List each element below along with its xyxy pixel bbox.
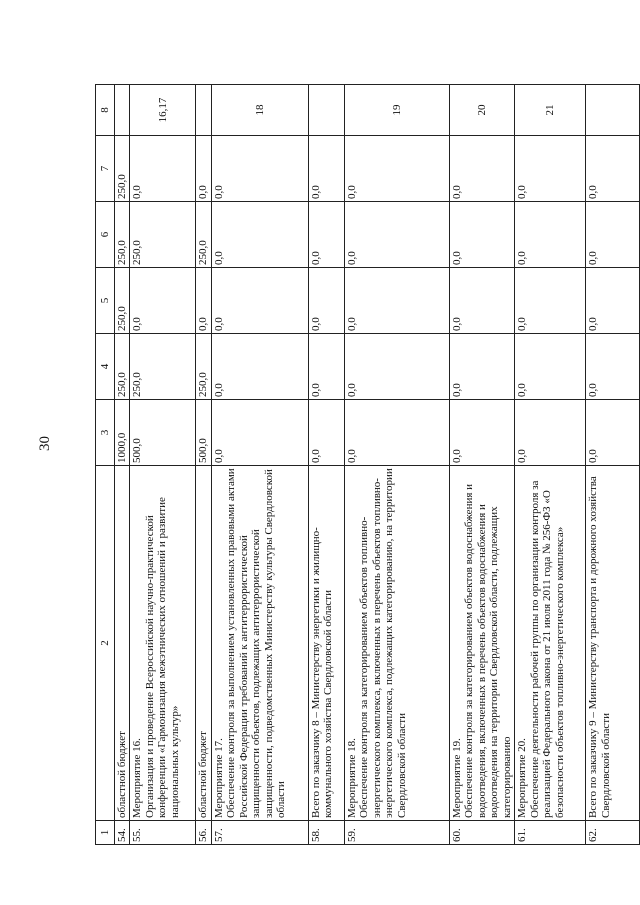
target-ref-cell: 18 — [211, 85, 308, 136]
row-description-cell: Всего по заказчику 8 – Министерству энергетики и жилищно-коммунального хозяйства Свердловской области — [308, 466, 344, 821]
row-number-cell: 56. — [196, 821, 212, 845]
target-ref-cell: 21 — [515, 85, 586, 136]
value-cell-col3: 0,0 — [515, 400, 586, 466]
value-cell-col5: 0,0 — [449, 268, 515, 334]
value-cell-col6: 250,0 — [130, 202, 196, 268]
value-cell-col5: 0,0 — [130, 268, 196, 334]
target-ref-cell: 16,17 — [130, 85, 196, 136]
row-description-cell: Мероприятие 18. Обеспечение контроля за категорированием объектов топливно-энергетического комплекса, включенных в перечень объектов топливно-энергетического комплекса, подлежащих категорированию, на территории Свердловской области — [344, 466, 449, 821]
value-cell-col7: 0,0 — [211, 136, 308, 202]
value-cell-col5: 0,0 — [586, 268, 640, 334]
value-cell-col5: 0,0 — [196, 268, 212, 334]
value-cell-col7: 0,0 — [344, 136, 449, 202]
row-number-cell: 57. — [211, 821, 308, 845]
row-number-cell: 62. — [586, 821, 640, 845]
value-cell-col4: 250,0 — [114, 334, 130, 400]
table-container — [95, 85, 640, 845]
value-cell-col3: 0,0 — [344, 400, 449, 466]
value-cell-col4: 0,0 — [449, 334, 515, 400]
value-cell-col5: 0,0 — [211, 268, 308, 334]
target-ref-cell — [114, 85, 130, 136]
table-row — [344, 85, 449, 845]
value-cell-col6: 0,0 — [211, 202, 308, 268]
table-row — [114, 85, 130, 845]
column-header: 6 — [96, 202, 115, 268]
value-cell-col3: 0,0 — [449, 400, 515, 466]
value-cell-col5: 0,0 — [344, 268, 449, 334]
value-cell-col7: 0,0 — [308, 136, 344, 202]
column-header: 4 — [96, 334, 115, 400]
target-ref-cell: 20 — [449, 85, 515, 136]
value-cell-col5: 250,0 — [114, 268, 130, 334]
value-cell-col7: 0,0 — [196, 136, 212, 202]
page-number: 30 — [37, 436, 53, 451]
value-cell-col6: 250,0 — [114, 202, 130, 268]
budget-table — [95, 84, 640, 845]
row-number-cell: 60. — [449, 821, 515, 845]
value-cell-col6: 250,0 — [196, 202, 212, 268]
value-cell-col4: 250,0 — [196, 334, 212, 400]
value-cell-col7: 0,0 — [515, 136, 586, 202]
row-description-cell: Мероприятие 17. Обеспечение контроля за выполнением установленных правовыми актами Российской Федерации требований к антитеррористической защищенности объектов, подлежащих антитеррористической защищенности, подведомственных Министерству культуры Свердловской области — [211, 466, 308, 821]
value-cell-col6: 0,0 — [449, 202, 515, 268]
value-cell-col3: 1000,0 — [114, 400, 130, 466]
row-description-cell: Всего по заказчику 9 – Министерству транспорта и дорожного хозяйства Свердловской области — [586, 466, 640, 821]
row-description-cell: областной бюджет — [114, 466, 130, 821]
target-ref-cell — [196, 85, 212, 136]
table-header-row — [96, 85, 115, 845]
value-cell-col7: 0,0 — [586, 136, 640, 202]
table-row — [130, 85, 196, 845]
value-cell-col3: 0,0 — [586, 400, 640, 466]
table-row — [308, 85, 344, 845]
row-number-cell: 59. — [344, 821, 449, 845]
value-cell-col3: 0,0 — [211, 400, 308, 466]
target-ref-cell: 19 — [344, 85, 449, 136]
row-number-cell: 58. — [308, 821, 344, 845]
value-cell-col4: 0,0 — [515, 334, 586, 400]
value-cell-col3: 0,0 — [308, 400, 344, 466]
table-row — [515, 85, 586, 845]
column-header: 2 — [96, 466, 115, 821]
row-description-cell: Мероприятие 19. Обеспечение контроля за категорированием объектов водоснабжения и водоотведения, включенных в перечень объектов водоснабжения и водоотведения на территории Свердловской области, подлежащих категорированию — [449, 466, 515, 821]
value-cell-col3: 500,0 — [196, 400, 212, 466]
column-header: 1 — [96, 821, 115, 845]
column-header: 5 — [96, 268, 115, 334]
value-cell-col4: 0,0 — [586, 334, 640, 400]
value-cell-col7: 0,0 — [449, 136, 515, 202]
value-cell-col4: 0,0 — [344, 334, 449, 400]
table-row — [211, 85, 308, 845]
row-number-cell: 55. — [130, 821, 196, 845]
column-header: 8 — [96, 85, 115, 136]
table-row — [586, 85, 640, 845]
value-cell-col5: 0,0 — [308, 268, 344, 334]
column-header: 3 — [96, 400, 115, 466]
value-cell-col4: 0,0 — [308, 334, 344, 400]
value-cell-col7: 0,0 — [130, 136, 196, 202]
row-description-cell: Мероприятие 16. Организация и проведение Всероссийской научно-практической конференции «Гармонизация межэтнических отношений и развитие национальных культур» — [130, 466, 196, 821]
value-cell-col5: 0,0 — [515, 268, 586, 334]
value-cell-col6: 0,0 — [515, 202, 586, 268]
table-row — [449, 85, 515, 845]
row-description-cell: Мероприятие 20. Обеспечение деятельности рабочей группы по организации контроля за реализацией Федерального закона от 21 июля 2011 года № 256-ФЗ «О безопасности объектов топливно-энергетического комплекса» — [515, 466, 586, 821]
value-cell-col7: 250,0 — [114, 136, 130, 202]
value-cell-col4: 0,0 — [211, 334, 308, 400]
target-ref-cell — [586, 85, 640, 136]
value-cell-col6: 0,0 — [586, 202, 640, 268]
table-row — [196, 85, 212, 845]
column-header: 7 — [96, 136, 115, 202]
value-cell-col6: 0,0 — [344, 202, 449, 268]
row-description-cell: областной бюджет — [196, 466, 212, 821]
value-cell-col3: 500,0 — [130, 400, 196, 466]
row-number-cell: 61. — [515, 821, 586, 845]
value-cell-col4: 250,0 — [130, 334, 196, 400]
value-cell-col6: 0,0 — [308, 202, 344, 268]
target-ref-cell — [308, 85, 344, 136]
table-body — [114, 85, 639, 845]
row-number-cell: 54. — [114, 821, 130, 845]
